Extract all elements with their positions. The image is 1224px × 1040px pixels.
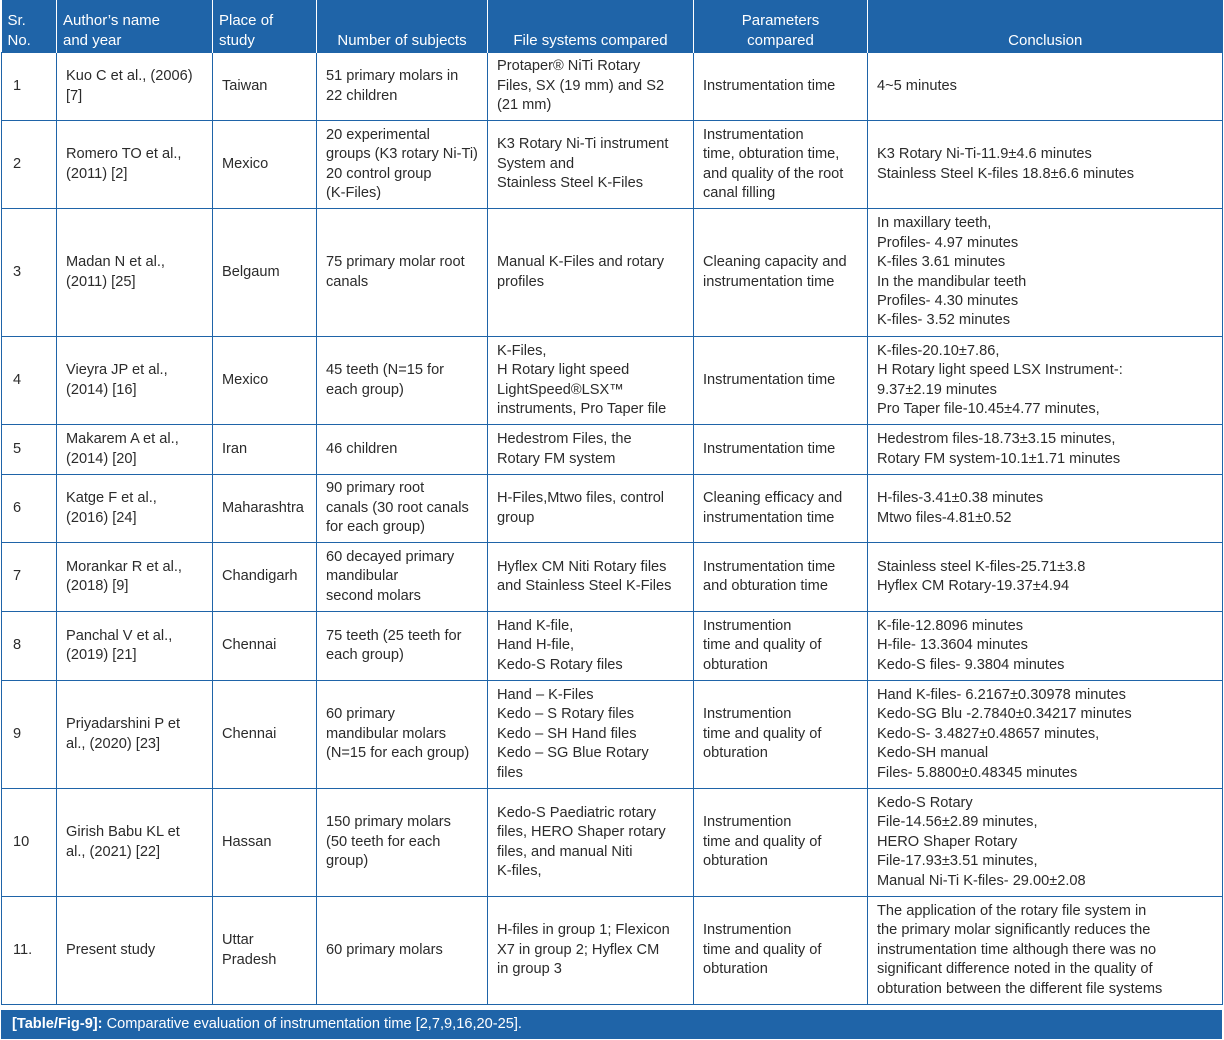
- header-author: Author’s name and year: [57, 0, 213, 53]
- header-place: Place of study: [213, 0, 317, 53]
- cell-author: Makarem A et al., (2014) [20]: [57, 425, 213, 475]
- table-row: [2, 337, 1223, 425]
- cell-subjects: 90 primary root canals (30 root canals for each group): [317, 475, 488, 543]
- cell-parameters: Instrumention time and quality of obturation: [694, 897, 868, 1005]
- cell-subjects: 60 primary mandibular molars (N=15 for each group): [317, 681, 488, 789]
- header-conclusion: Conclusion: [868, 0, 1223, 53]
- cell-conclusion: Stainless steel K-files-25.71±3.8 Hyflex CM Rotary-19.37±4.94: [868, 543, 1223, 612]
- cell-author: Madan N et al., (2011) [25]: [57, 209, 213, 337]
- cell-conclusion: In maxillary teeth, Profiles- 4.97 minutes K-files 3.61 minutes In the mandibular teeth Profiles- 4.30 minutes K-files- 3.52 minutes: [868, 209, 1223, 337]
- cell-file-systems: K-Files, H Rotary light speed LightSpeed®LSX™ instruments, Pro Taper file: [488, 337, 694, 425]
- cell-file-systems: K3 Rotary Ni-Ti instrument System and Stainless Steel K-Files: [488, 121, 694, 209]
- cell-sr-no: 10: [2, 789, 57, 897]
- cell-parameters: Instrumentation time: [694, 425, 868, 475]
- caption-label: [Table/Fig-9]:: [12, 1016, 103, 1032]
- cell-sr-no: 9: [2, 681, 57, 789]
- table-row: [2, 789, 1223, 897]
- cell-subjects: 60 primary molars: [317, 897, 488, 1005]
- cell-author: Panchal V et al., (2019) [21]: [57, 612, 213, 681]
- cell-file-systems: Hedestrom Files, the Rotary FM system: [488, 425, 694, 475]
- cell-author: Present study: [57, 897, 213, 1005]
- cell-sr-no: 11.: [2, 897, 57, 1005]
- cell-author: Vieyra JP et al., (2014) [16]: [57, 337, 213, 425]
- cell-conclusion: Hand K-files- 6.2167±0.30978 minutes Kedo-SG Blu -2.7840±0.34217 minutes Kedo-S- 3.4827±0.48657 minutes, Kedo-SH manual Files- 5.8800±0.48345 minutes: [868, 681, 1223, 789]
- cell-subjects: 51 primary molars in 22 children: [317, 53, 488, 121]
- cell-file-systems: Hyflex CM Niti Rotary files and Stainless Steel K-Files: [488, 543, 694, 612]
- cell-file-systems: H-files in group 1; Flexicon X7 in group 2; Hyflex CM in group 3: [488, 897, 694, 1005]
- cell-place: Chennai: [213, 681, 317, 789]
- cell-author: Morankar R et al., (2018) [9]: [57, 543, 213, 612]
- cell-subjects: 45 teeth (N=15 for each group): [317, 337, 488, 425]
- cell-file-systems: Protaper® NiTi Rotary Files, SX (19 mm) and S2 (21 mm): [488, 53, 694, 121]
- cell-place: Chennai: [213, 612, 317, 681]
- cell-subjects: 46 children: [317, 425, 488, 475]
- table-row: [2, 425, 1223, 475]
- cell-sr-no: 5: [2, 425, 57, 475]
- cell-sr-no: 2: [2, 121, 57, 209]
- table-row: [2, 121, 1223, 209]
- cell-author: Kuo C et al., (2006) [7]: [57, 53, 213, 121]
- cell-subjects: 150 primary molars (50 teeth for each group): [317, 789, 488, 897]
- cell-subjects: 75 teeth (25 teeth for each group): [317, 612, 488, 681]
- header-subjects: Number of subjects: [317, 0, 488, 53]
- cell-parameters: Cleaning efficacy and instrumentation time: [694, 475, 868, 543]
- table-row: [2, 897, 1223, 1005]
- cell-parameters: Instrumention time and quality of obturation: [694, 681, 868, 789]
- cell-parameters: Instrumentation time and obturation time: [694, 543, 868, 612]
- cell-sr-no: 6: [2, 475, 57, 543]
- table-row: [2, 543, 1223, 612]
- cell-file-systems: Hand K-file, Hand H-file, Kedo-S Rotary files: [488, 612, 694, 681]
- cell-place: Maharashtra: [213, 475, 317, 543]
- header-parameters: Parameters compared: [694, 0, 868, 53]
- cell-place: Uttar Pradesh: [213, 897, 317, 1005]
- cell-place: Taiwan: [213, 53, 317, 121]
- cell-parameters: Instrumention time and quality of obturation: [694, 789, 868, 897]
- cell-place: Chandigarh: [213, 543, 317, 612]
- cell-conclusion: 4~5 minutes: [868, 53, 1223, 121]
- cell-place: Mexico: [213, 121, 317, 209]
- table-row: [2, 681, 1223, 789]
- header-row: [2, 0, 1223, 53]
- cell-conclusion: K-file-12.8096 minutes H-file- 13.3604 minutes Kedo-S files- 9.3804 minutes: [868, 612, 1223, 681]
- cell-subjects: 75 primary molar root canals: [317, 209, 488, 337]
- header-file-systems: File systems compared: [488, 0, 694, 53]
- cell-sr-no: 3: [2, 209, 57, 337]
- cell-conclusion: K-files-20.10±7.86, H Rotary light speed LSX Instrument-: 9.37±2.19 minutes Pro Taper file-10.45±4.77 minutes,: [868, 337, 1223, 425]
- cell-subjects: 60 decayed primary mandibular second molars: [317, 543, 488, 612]
- cell-file-systems: Kedo-S Paediatric rotary files, HERO Shaper rotary files, and manual Niti K-files,: [488, 789, 694, 897]
- caption-text: Comparative evaluation of instrumentation time [2,7,9,16,20-25].: [102, 1016, 522, 1032]
- cell-place: Hassan: [213, 789, 317, 897]
- cell-sr-no: 7: [2, 543, 57, 612]
- cell-place: Belgaum: [213, 209, 317, 337]
- cell-parameters: Instrumentation time: [694, 337, 868, 425]
- cell-author: Romero TO et al., (2011) [2]: [57, 121, 213, 209]
- cell-file-systems: Manual K-Files and rotary profiles: [488, 209, 694, 337]
- cell-sr-no: 1: [2, 53, 57, 121]
- cell-conclusion: The application of the rotary file system in the primary molar significantly reduces the instrumentation time although there was no significant difference noted in the quality of obturation between the different file systems: [868, 897, 1223, 1005]
- cell-conclusion: H-files-3.41±0.38 minutes Mtwo files-4.81±0.52: [868, 475, 1223, 543]
- cell-sr-no: 8: [2, 612, 57, 681]
- cell-conclusion: K3 Rotary Ni-Ti-11.9±4.6 minutes Stainless Steel K-files 18.8±6.6 minutes: [868, 121, 1223, 209]
- comparison-table: [1, 0, 1223, 1005]
- cell-subjects: 20 experimental groups (K3 rotary Ni-Ti) 20 control group (K-Files): [317, 121, 488, 209]
- cell-place: Mexico: [213, 337, 317, 425]
- header-sr-no: Sr. No.: [2, 0, 57, 53]
- cell-author: Priyadarshini P et al., (2020) [23]: [57, 681, 213, 789]
- cell-conclusion: Kedo-S Rotary File-14.56±2.89 minutes, HERO Shaper Rotary File-17.93±3.51 minutes, Manual Ni-Ti K-files- 29.00±2.08: [868, 789, 1223, 897]
- table-caption: [1, 1010, 1222, 1039]
- cell-sr-no: 4: [2, 337, 57, 425]
- cell-author: Girish Babu KL et al., (2021) [22]: [57, 789, 213, 897]
- cell-file-systems: Hand – K-Files Kedo – S Rotary files Kedo – SH Hand files Kedo – SG Blue Rotary files: [488, 681, 694, 789]
- table-row: [2, 475, 1223, 543]
- cell-parameters: Instrumentation time: [694, 53, 868, 121]
- cell-parameters: Instrumention time and quality of obturation: [694, 612, 868, 681]
- cell-parameters: Instrumentation time, obturation time, and quality of the root canal filling: [694, 121, 868, 209]
- table-row: [2, 612, 1223, 681]
- cell-file-systems: H-Files,Mtwo files, control group: [488, 475, 694, 543]
- cell-place: Iran: [213, 425, 317, 475]
- cell-author: Katge F et al., (2016) [24]: [57, 475, 213, 543]
- cell-conclusion: Hedestrom files-18.73±3.15 minutes, Rotary FM system-10.1±1.71 minutes: [868, 425, 1223, 475]
- table-row: [2, 53, 1223, 121]
- cell-parameters: Cleaning capacity and instrumentation time: [694, 209, 868, 337]
- table-row: [2, 209, 1223, 337]
